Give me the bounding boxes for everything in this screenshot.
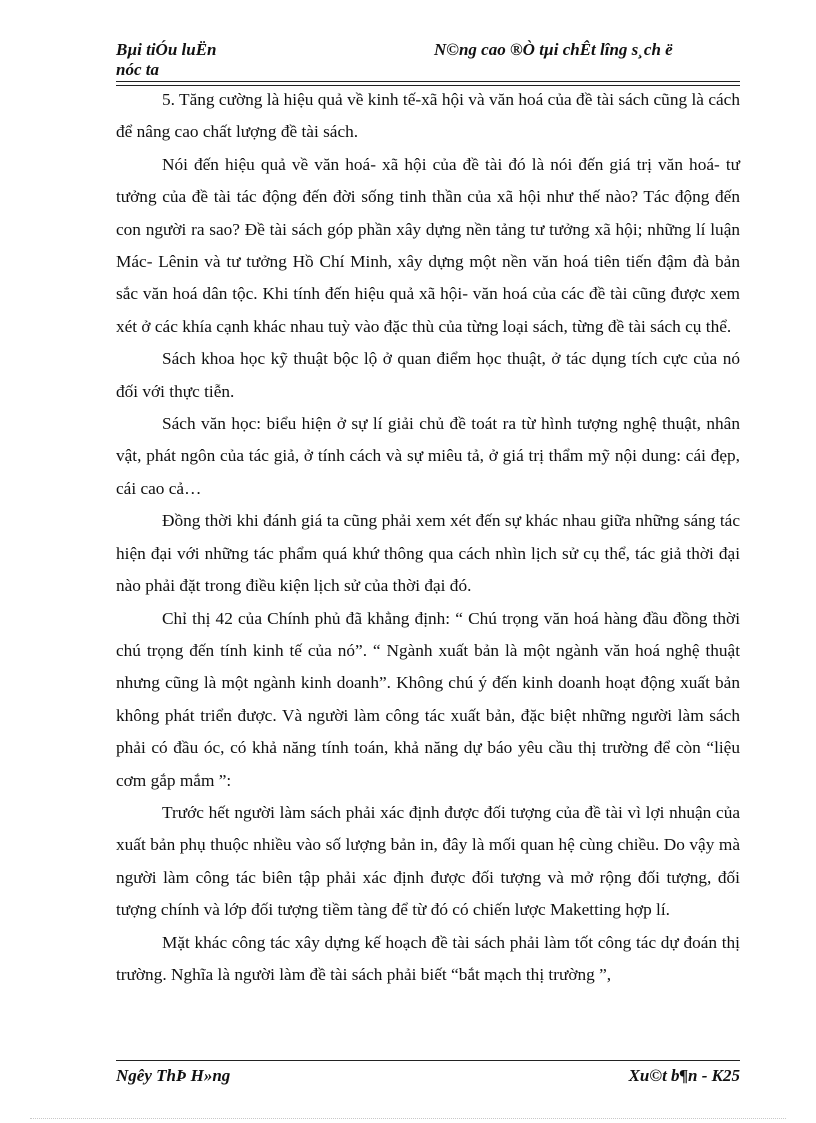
paragraph-6: Chỉ thị 42 của Chính phủ đã khẳng định: “ Chú trọng văn hoá hàng đầu đồng thời chú trọng đến tính kinh tế của nó”. “ Ngành xuất bản là một ngành văn hoá nghệ thuật nhưng cũng là một ngành kinh doanh”. Không chú ý đến kinh doanh hoạt động xuất bản không phát triển được. Và người làm công tác xuất bản, đặc biệt những người làm sách phải có đầu óc, có khả năng tính toán, khả năng dự báo yêu cầu thị trường để còn “liệu cơm gắp mắm ”:: [116, 608, 740, 790]
footer-course: Xu©t b¶n - K25: [628, 1066, 740, 1085]
footer-author: Ngêy ThÞ H»ng: [116, 1066, 231, 1085]
paragraph-7: Trước hết người làm sách phải xác định được đối tượng của đề tài vì lợi nhuận của xuất bản phụ thuộc nhiều vào số lượng bản in, đây là mối quan hệ cùng chiều. Do vậy mà người làm công tác biên tập phải xác định được đối tượng và mở rộng đối tượng, đối tượng chính và lớp đối tượng tiềm tàng để từ đó có chiến lược Maketting hợp lí.: [116, 802, 740, 920]
header-right-title: N©ng cao ®Ò tµi chÊt lîng s¸ch ë: [434, 40, 673, 59]
paragraph-8: Mặt khác công tác xây dựng kế hoạch đề tài sách phải làm tốt công tác dự đoán thị trường. Nghĩa là người làm đề tài sách phải biết “bắt mạch thị trường ”,: [116, 932, 740, 984]
paragraph-3: Sách khoa học kỹ thuật bộc lộ ở quan điểm học thuật, ở tác dụng tích cực của nó đối với thực tiễn.: [116, 349, 740, 401]
header-title-line1: Bµi tiÓu luËn: [116, 40, 217, 59]
page-header: [116, 40, 740, 86]
header-left: [116, 40, 217, 80]
header-title-line2: nóc ta: [116, 60, 159, 79]
paragraph-2: Nói đến hiệu quả về văn hoá- xã hội của đề tài đó là nói đến giá trị văn hoá- tư tưởng của đề tài tác động đến đời sống tinh thần của xã hội như thế nào? Tác động đến con người ra sao? Đề tài sách góp phần xây dựng nền tảng tư tưởng xã hội; những lí luận Mác- Lênin và tư tưởng Hồ Chí Minh, xây dựng một nền văn hoá tiên tiến đậm đà bản sắc văn hoá dân tộc. Khi tính đến hiệu quả xã hội- văn hoá của các đề tài cũng được xem xét ở các khía cạnh khác nhau tuỳ vào đặc thù của từng loại sách, từng đề tài sách cụ thể.: [116, 154, 740, 336]
paragraph-4: Sách văn học: biểu hiện ở sự lí giải chủ đề toát ra từ hình tượng nghệ thuật, nhân vật, phát ngôn của tác giả, ở tính cách và sự miêu tả, ở giá trị thẩm mỹ nội dung: cái đẹp, cái cao cả…: [116, 414, 740, 498]
footer-divider: [116, 1060, 740, 1061]
page-edge-divider: [30, 1118, 786, 1119]
page-footer: [116, 1066, 740, 1090]
paragraph-1: 5. Tăng cường là hiệu quả về kinh tế-xã hội và văn hoá của đề tài sách cũng là cách để nâng cao chất lượng đề tài sách.: [116, 90, 740, 142]
paragraph-5: Đồng thời khi đánh giá ta cũng phải xem xét đến sự khác nhau giữa những sáng tác hiện đại với những tác phẩm quá khứ thông qua cách nhìn lịch sử cụ thể, tác giả thời đại nào phải đặt trong điều kiện lịch sử của thời đại đó.: [116, 511, 740, 596]
document-body: [116, 84, 740, 991]
